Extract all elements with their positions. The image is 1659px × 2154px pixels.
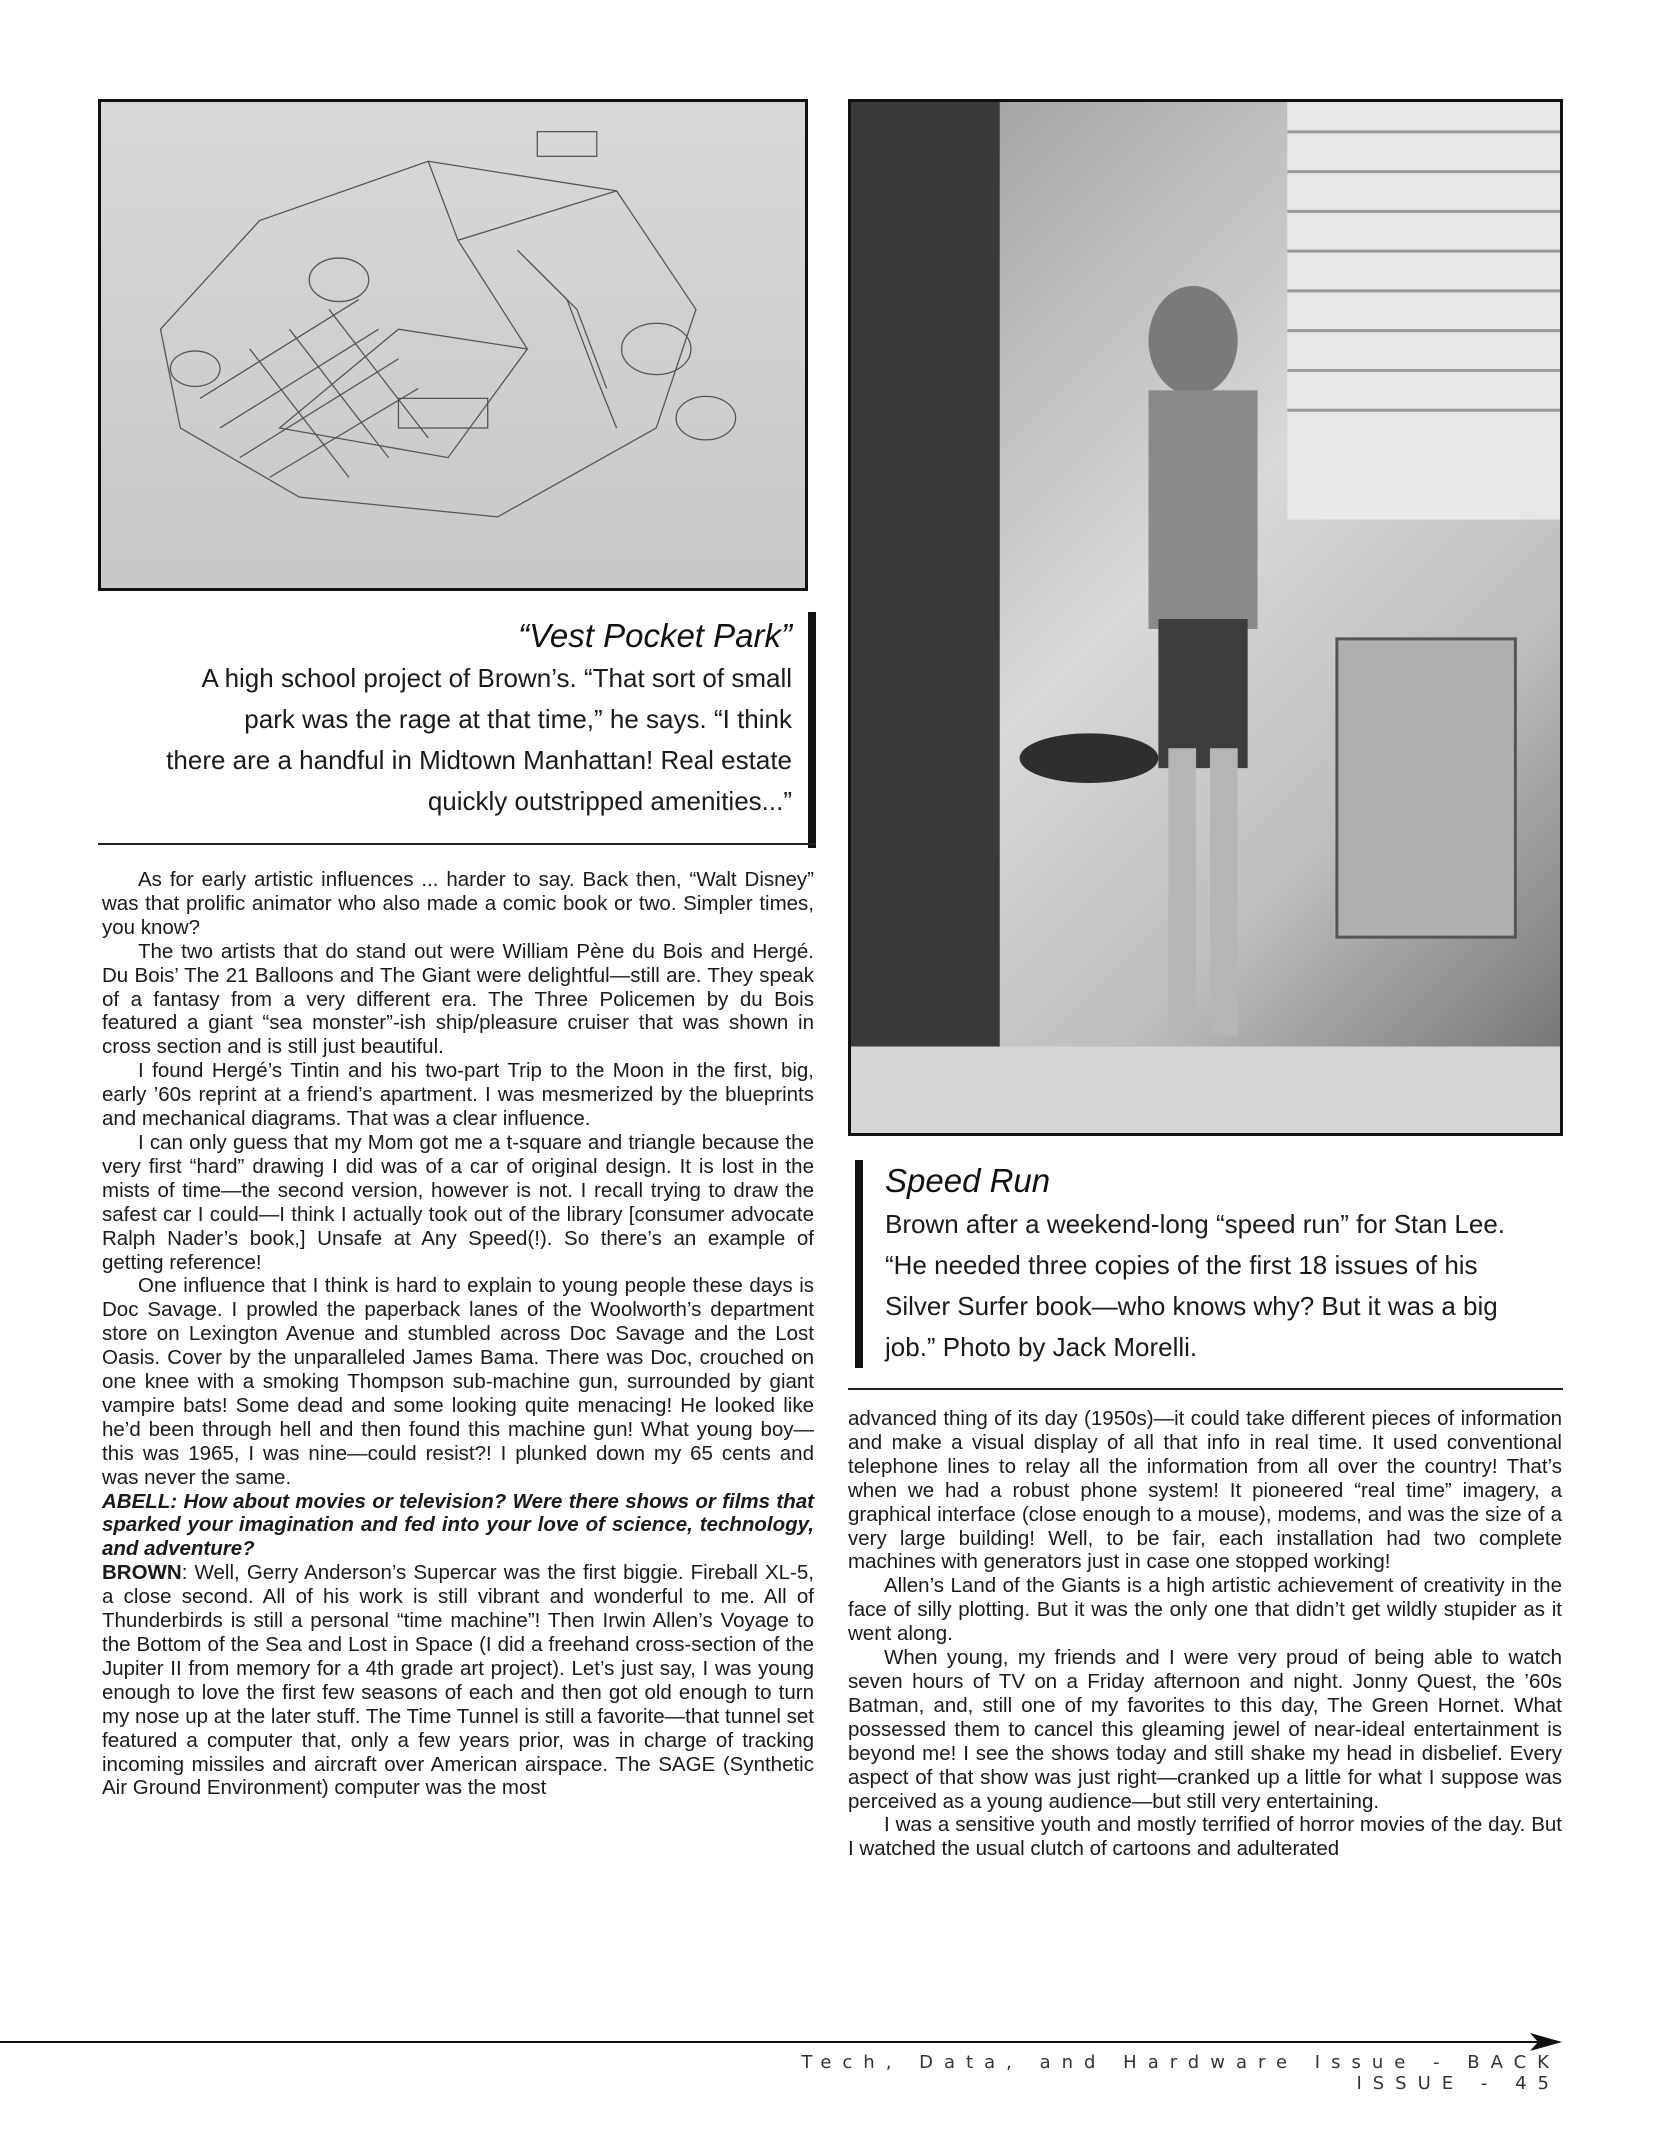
article-paragraph: As for early artistic influences ... harder to say. Back then, “Walt Disney” was that prolific animator who also made a comic book or two. Simpler times, you know? — [102, 868, 814, 939]
footer-issue-line: Tech, Data, and Hardware Issue - BACK ISSUE - 45 — [801, 2052, 1560, 2094]
caption-speed-line: Brown after a weekend-long “speed run” for Stan Lee. — [885, 1209, 1506, 1239]
caption-park-title: “Vest Pocket Park” — [518, 617, 792, 654]
article-paragraph: I can only guess that my Mom got me a t-square and triangle because the very first “hard” drawing I did was of a car of original design. It is lost in the mists of time—the second version, however is not. I recall trying to draw the safest car I could—I think I actually took out of the library [consumer advocate Ralph Nader’s book,] Unsafe at Any Speed(!). So there’s an example of getting reference! — [102, 1130, 814, 1274]
caption-speed-title: Speed Run — [885, 1162, 1051, 1199]
park-sketch-lines — [101, 102, 805, 588]
article-right-column — [848, 1407, 1562, 1861]
article-paragraph: The two artists that do stand out were William Pène du Bois and Hergé. Du Bois’ The 21 Balloons and The Giant were delightful—still are. They speak of a fantasy from a very different era. The Three Policemen by du Bois featured a giant “sea monster”-ish ship/pleasure cruiser that was shown in cross section and is still just beautiful. — [102, 939, 814, 1059]
caption-park-bar — [808, 612, 816, 848]
caption-speed-body — [885, 1204, 1555, 1368]
question-text: : How about movies or television? Were there shows or films that sparked your imagination and fed into your love of science, technology, and adventure? — [102, 1489, 814, 1561]
caption-speed-line: Silver Surfer book—who knows why? But it was a big — [885, 1291, 1498, 1321]
question-speaker: ABELL — [102, 1489, 171, 1513]
article-paragraph: advanced thing of its day (1950s)—it could take different pieces of information and make a visual display of all that info in real time. It used conventional telephone lines to relay all the information from all over the country! That’s when we had a robust phone system! It pioneered “real time” imagery, a graphical interface (close enough to a mouse), modems, and was the size of a very large building! Well, to be fair, each installation had two complete machines with generators just in case one stopped working! — [848, 1407, 1562, 1574]
article-paragraph: I was a sensitive youth and mostly terrified of horror movies of the day. But I watched the usual clutch of cartoons and adulterated — [848, 1813, 1562, 1861]
article-paragraph: When young, my friends and I were very proud of being able to watch seven hours of TV on a Friday afternoon and night. Jonny Quest, the ’60s Batman, and, still one of my favorites to this day, The Green Hornet. What possessed them to cancel this gleaming jewel of near-ideal entertainment is beyond me! I see the shows today and still shake my head in disbelief. Every aspect of that show was just right—cranked up a little for what I suppose was perceived as a young audience—but still very entertaining. — [848, 1646, 1562, 1813]
answer-text: : Well, Gerry Anderson’s Supercar was the first biggie. Fireball XL-5, a close second. All of his work is still vibrant and wonderful to me. All of Thunderbirds is still a personal “time machine”! Then Irwin Allen’s Voyage to the Bottom of the Sea and Lost in Space (I did a freehand cross-section of the Jupiter II from memory for a 4th grade art project). Let’s just say, I was young enough to love the first few seasons of each and then got old enough to turn my nose up at the later stuff. The Time Tunnel is still a favorite—that tunnel set featured a computer that, only a few years prior, was in charge of tracking incoming missiles and aircraft over American airspace. The SAGE (Synthetic Air Ground Environment) computer was the most — [102, 1561, 814, 1800]
article-paragraph: One influence that I think is hard to explain to young people these days is Doc Savage. I prowled the paperback lanes of the Woolworth’s department store on Lexington Avenue and stumbled across Doc Savage and the Lost Oasis. Cover by the unparalleled James Bama. There was Doc, crouched on one knee with a smoking Thompson sub-machine gun, surrounded by giant vampire bats! Some dead and some looking quite menacing! He looked like he’d been through hell and then found this machine gun! What young boy—this was 1965, I was nine—could resist?! I plunked down my 65 cents and was never the same. — [102, 1274, 814, 1489]
caption-park-line: A high school project of Brown’s. “That sort of small — [201, 663, 792, 693]
speed-run-photo — [848, 99, 1563, 1136]
interview-question — [102, 1490, 814, 1562]
interview-answer — [102, 1561, 814, 1800]
article-left-column — [102, 868, 814, 1800]
caption-park-line: quickly outstripped amenities...” — [427, 786, 792, 816]
footer-arrow-rule — [0, 2030, 1562, 2054]
caption-park-line: park was the rage at that time,” he says. “I think — [244, 704, 792, 734]
caption-speed-line: “He needed three copies of the first 18 issues of his — [885, 1250, 1478, 1280]
article-paragraph: Allen’s Land of the Giants is a high artistic achievement of creativity in the face of silly plotting. But it was the only one that didn’t get wildly stupider as it went along. — [848, 1574, 1562, 1646]
article-paragraph: I found Hergé’s Tintin and his two-part Trip to the Moon in the first, big, early ’60s reprint at a friend’s apartment. I was mesmerized by the blueprints and mechanical diagrams. That was a clear influence. — [102, 1059, 814, 1131]
answer-speaker: BROWN — [102, 1561, 182, 1585]
caption-speed-line: job.” Photo by Jack Morelli. — [885, 1332, 1198, 1362]
vest-pocket-park-drawing — [98, 99, 808, 591]
speed-run-photo-shapes — [851, 102, 1560, 1133]
caption-park-line: there are a handful in Midtown Manhattan! Real estate — [166, 745, 792, 775]
caption-speed-bar — [855, 1160, 863, 1368]
caption-speed-rule — [848, 1388, 1563, 1390]
caption-park-rule — [98, 843, 816, 845]
caption-park-body — [98, 658, 792, 822]
